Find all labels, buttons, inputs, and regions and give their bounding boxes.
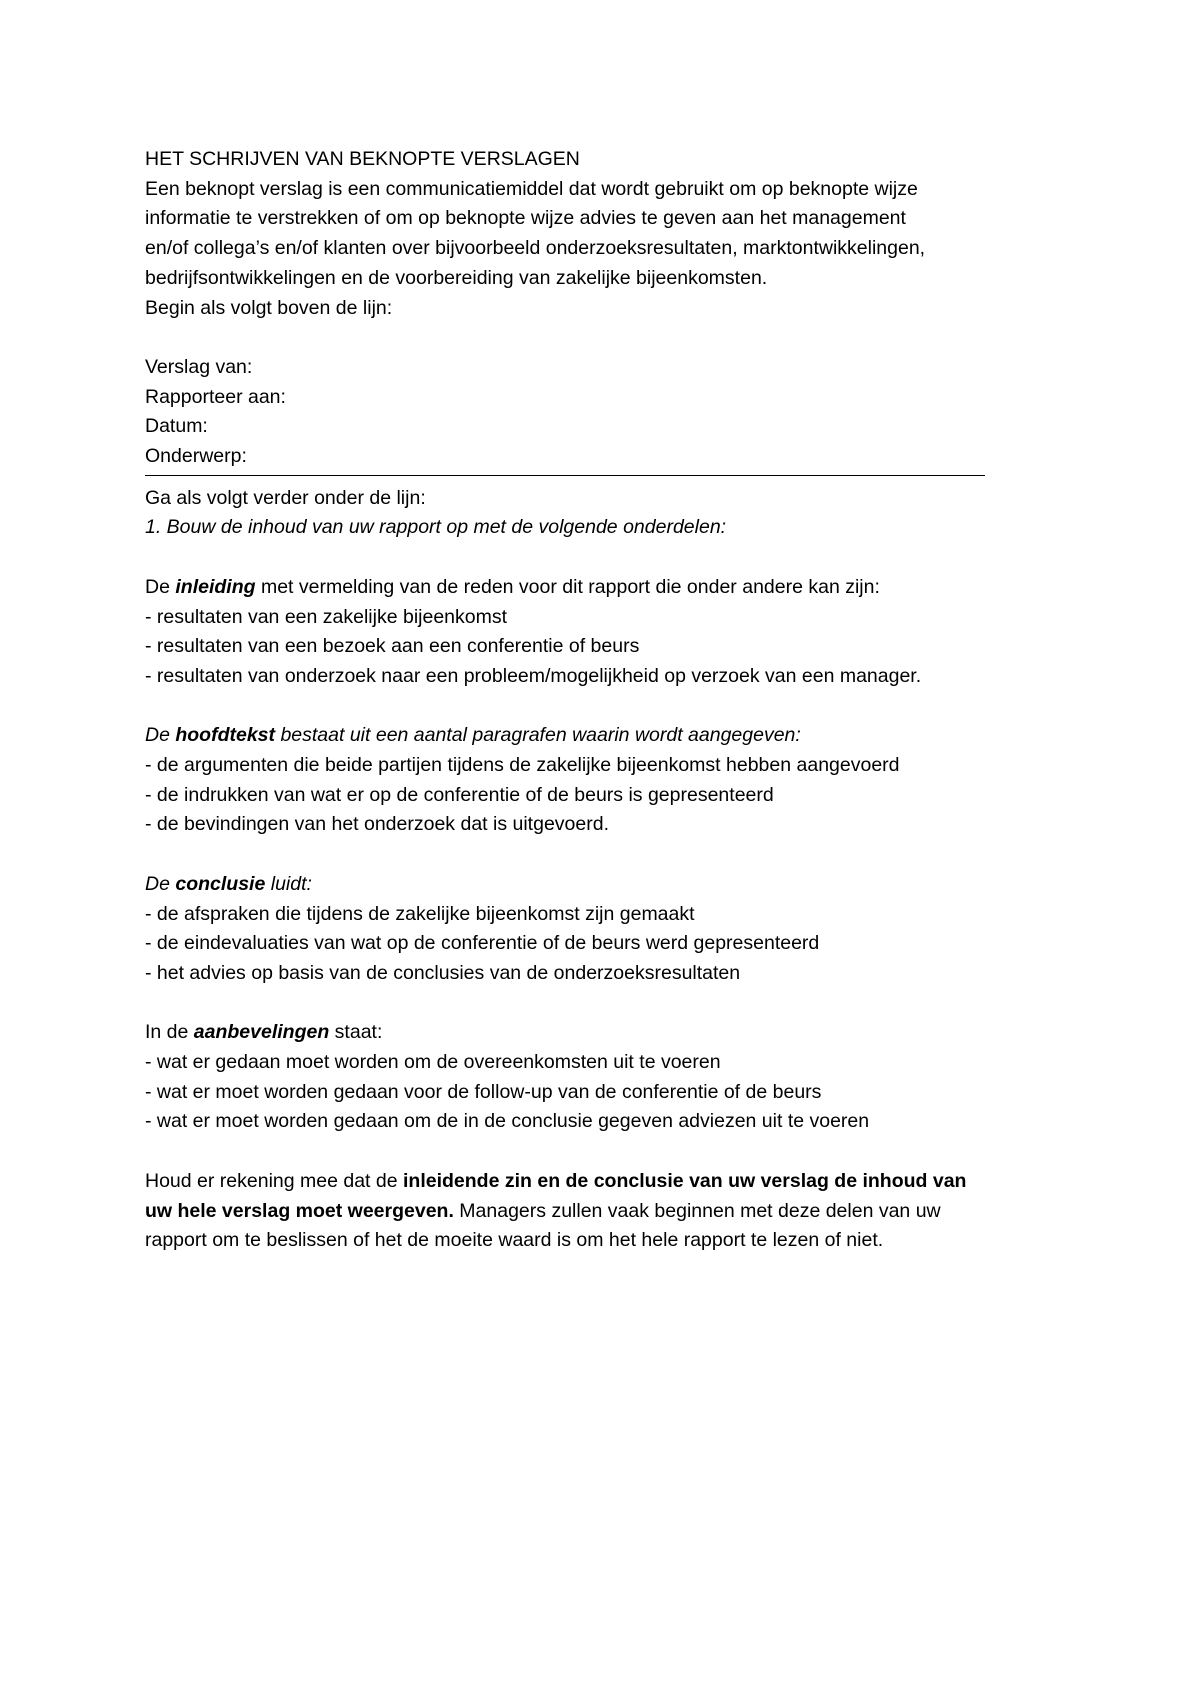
heading-prefix: De <box>145 724 176 747</box>
list-item: - wat er gedaan moet worden om de overeenkomsten uit te voeren <box>145 1051 721 1074</box>
spacer <box>145 543 1065 573</box>
below-line-instruction: Ga als volgt verder onder de lijn: <box>145 486 426 509</box>
intro-line: Een beknopt verslag is een communicatiemiddel dat wordt gebruikt om op beknopte wijze <box>145 177 918 200</box>
document-page <box>145 145 1065 1256</box>
document-title: HET SCHRIJVEN VAN BEKNOPTE VERSLAGEN <box>145 148 580 170</box>
heading-prefix: In de <box>145 1021 194 1044</box>
list-item: - de afspraken die tijdens de zakelijke bijeenkomst zijn gemaakt <box>145 902 695 925</box>
header-field-verslag-van: Verslag van: <box>145 355 253 378</box>
closing-emphasis: uw hele verslag moet weergeven. <box>145 1199 454 1222</box>
closing-line: rapport om te beslissen of het de moeite waard is om het hele rapport te lezen of niet. <box>145 1229 884 1252</box>
step-one-instruction: 1. Bouw de inhoud van uw rapport op met de volgende onderdelen: <box>145 516 727 539</box>
heading-suffix: bestaat uit een aantal paragrafen waarin wordt aangegeven: <box>275 724 801 747</box>
list-item: - resultaten van een zakelijke bijeenkomst <box>145 605 508 628</box>
intro-line: informatie te verstrekken of om op beknopte wijze advies te geven aan het management <box>145 207 906 230</box>
heading-keyword: hoofdtekst <box>175 724 276 747</box>
list-item: - resultaten van onderzoek naar een probleem/mogelijkheid op verzoek van een manager. <box>145 664 922 687</box>
list-item: - wat er moet worden gedaan om de in de conclusie gegeven adviezen uit te voeren <box>145 1110 870 1133</box>
closing-emphasis: inleidende zin en de conclusie van uw verslag de inhoud van <box>403 1169 967 1192</box>
closing-text: Managers zullen vaak beginnen met deze delen van uw <box>453 1199 941 1222</box>
heading-prefix: De <box>145 575 176 598</box>
list-item: - het advies op basis van de conclusies van de onderzoeksresultaten <box>145 961 741 984</box>
intro-line: en/of collega’s en/of klanten over bijvoorbeeld onderzoeksresultaten, marktontwikkelingen, <box>145 237 926 260</box>
section-aanbevelingen-heading <box>145 1018 1065 1048</box>
section-inleiding-heading <box>145 573 1065 603</box>
list-item: - de argumenten die beide partijen tijdens de zakelijke bijeenkomst hebben aangevoerd <box>145 754 900 777</box>
header-field-rapporteer-aan: Rapporteer aan: <box>145 385 286 408</box>
list-item: - de eindevaluaties van wat op de conferentie of de beurs werd gepresenteerd <box>145 932 820 955</box>
list-item: - de bevindingen van het onderzoek dat is uitgevoerd. <box>145 813 609 836</box>
list-item: - de indrukken van wat er op de conferentie of de beurs is gepresenteerd <box>145 783 774 806</box>
heading-suffix: luidt: <box>265 872 312 895</box>
heading-keyword: inleiding <box>175 575 256 598</box>
list-item: - resultaten van een bezoek aan een conferentie of beurs <box>145 635 640 658</box>
spacer <box>145 323 1065 353</box>
closing-line <box>145 1167 1065 1197</box>
closing-text: Houd er rekening mee dat de <box>145 1169 403 1192</box>
heading-prefix: De <box>145 872 176 895</box>
spacer <box>145 840 1065 870</box>
heading-suffix: met vermelding van de reden voor dit rapport die onder andere kan zijn: <box>255 575 880 598</box>
spacer <box>145 1137 1065 1167</box>
intro-line: bedrijfsontwikkelingen en de voorbereiding van zakelijke bijeenkomsten. <box>145 266 768 289</box>
spacer <box>145 692 1065 722</box>
horizontal-divider <box>145 475 985 476</box>
header-field-onderwerp: Onderwerp: <box>145 445 247 468</box>
closing-line <box>145 1197 1065 1227</box>
header-field-datum: Datum: <box>145 415 208 438</box>
heading-keyword: aanbevelingen <box>193 1021 330 1044</box>
spacer <box>145 989 1065 1019</box>
section-hoofdtekst-heading <box>145 721 1065 751</box>
begin-instruction: Begin als volgt boven de lijn: <box>145 296 393 319</box>
list-item: - wat er moet worden gedaan voor de follow-up van de conferentie of de beurs <box>145 1080 822 1103</box>
section-conclusie-heading <box>145 870 1065 900</box>
heading-suffix: staat: <box>329 1021 383 1044</box>
heading-keyword: conclusie <box>175 872 266 895</box>
